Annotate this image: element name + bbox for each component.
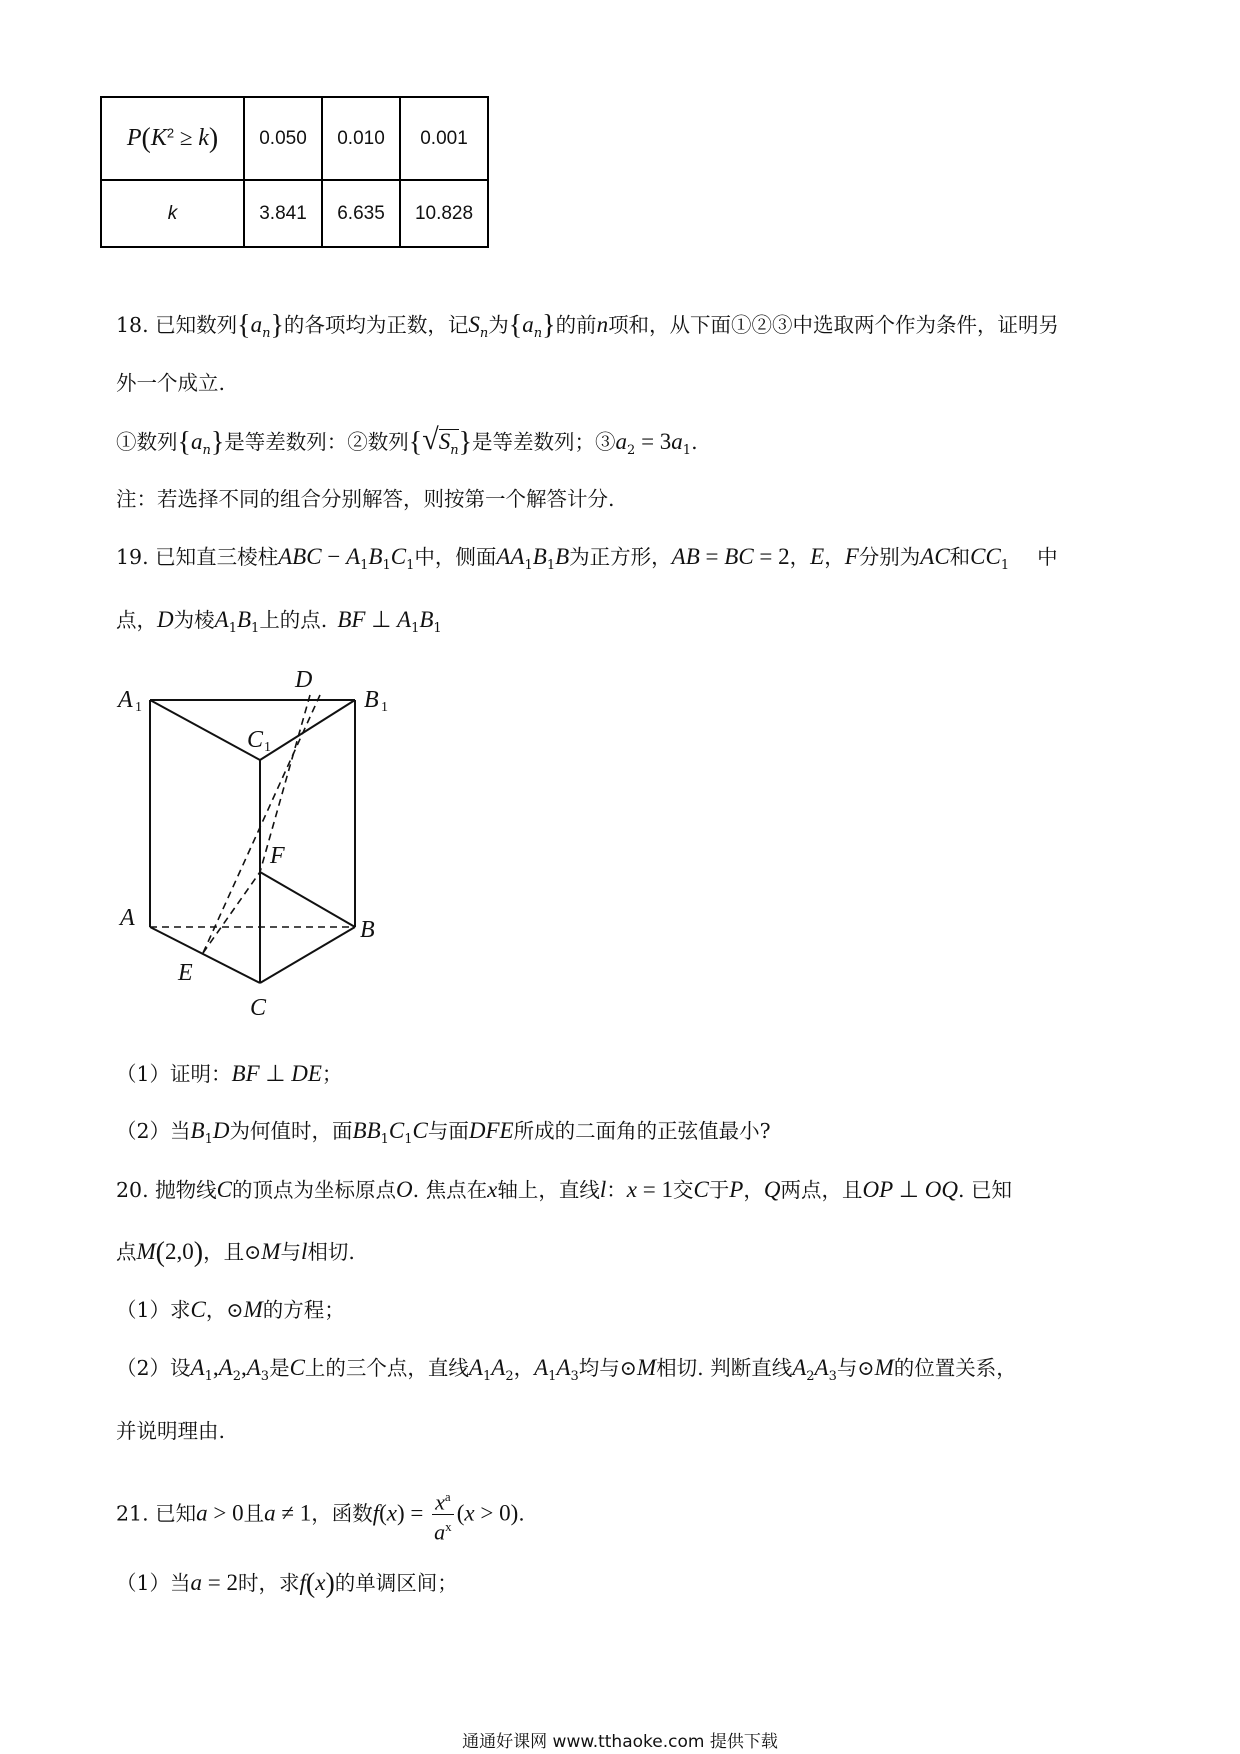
label-d: D xyxy=(295,667,313,693)
prism-figure xyxy=(110,665,410,1025)
q21-part1: （1）当a = 2时，求f(x)的单调区间； xyxy=(116,1568,458,1599)
edge-ac xyxy=(150,927,260,983)
label-a1-sub: 1 xyxy=(135,700,142,715)
table-cell: 0.010 xyxy=(322,97,400,180)
table-header-k: k xyxy=(101,180,244,247)
fraction-xa-over-ax: $\frac{x^a}{a^x}$ xyxy=(432,1485,454,1545)
edge-a1c1 xyxy=(150,700,260,760)
q18-line3: ①数列$\{a_n\}$是等差数列：②数列$\{√S_n\}$是等差数列；$③a_2 = 3a_1$. xyxy=(116,423,698,459)
table-row xyxy=(101,180,488,247)
q20-line1: 20. 抛物线C的顶点为坐标原点O. 焦点在x轴上，直线l：x = 1交C于P，Q两点，且OP ⊥ OQ. 已知 xyxy=(116,1177,1012,1202)
segment-fb xyxy=(260,872,355,927)
footer-watermark: 通通好课网 www.tthaoke.com 提供下载 xyxy=(462,1732,778,1752)
label-b: B xyxy=(360,917,375,943)
critical-value-table xyxy=(100,96,489,248)
label-c: C xyxy=(250,995,267,1021)
q18-line2: 外一个成立. xyxy=(116,371,226,395)
label-a1: A xyxy=(118,687,133,713)
table-cell: 10.828 xyxy=(400,180,488,247)
q19-part2: （2）当$B_1D$为何值时，面$BB_1C_1C$与面DFE所成的二面角的正弦值最小? xyxy=(116,1118,771,1148)
q19-line2: 点，D为棱$A_1B_1$上的点. BF ⊥ $A_1B_1$ xyxy=(116,607,442,637)
table-header-probability: $P(K^2 \ge k)$ xyxy=(101,97,244,180)
label-a: A xyxy=(120,905,135,931)
table-row xyxy=(101,97,488,180)
q19-part1: （1）证明：BF ⊥ DE； xyxy=(116,1061,343,1086)
q20-part1: （1）求C，⊙M的方程； xyxy=(116,1297,345,1322)
q18-note: 注：若选择不同的组合分别解答，则按第一个解答计分. xyxy=(116,487,615,511)
label-f: F xyxy=(270,843,285,869)
edge-cb xyxy=(260,927,355,983)
label-c1-sub: 1 xyxy=(264,740,271,755)
edge-c1b1 xyxy=(260,700,355,760)
segment-ef xyxy=(203,872,260,953)
q20-line2: 点M(2,0)，且⊙M与l相切. xyxy=(116,1237,355,1268)
segment-df xyxy=(260,695,310,872)
q20-line-end: 并说明理由. xyxy=(116,1419,226,1443)
label-b1: B xyxy=(364,687,379,713)
label-c1: C xyxy=(247,727,264,753)
table-cell: 3.841 xyxy=(244,180,322,247)
table-cell: 6.635 xyxy=(322,180,400,247)
q19-line1: 19. 已知直三棱柱ABC − $A_1B_1C_1$中，侧面$AA_1B_1B$为正方形，AB = BC = 2，E，F分别为AC和$CC_1$ 中 xyxy=(116,544,1058,574)
q20-part2: （2）设$A_1,A_2,A_3$是C上的三个点，直线$A_1A_2$，$A_1A_3$均与⊙M相切. 判断直线$A_2A_3$与⊙M的位置关系， xyxy=(116,1355,1017,1385)
label-e: E xyxy=(178,960,193,986)
q18-line1: 18. 已知数列$\{a_n\}$的各项均为正数，记$S_n$为$\{a_n\}$的前n项和，从下面①②③中选取两个作为条件，证明另 xyxy=(116,310,1060,342)
table-cell: 0.050 xyxy=(244,97,322,180)
table-cell: 0.001 xyxy=(400,97,488,180)
q21-line1: 21. 已知a > 0且a ≠ 1，函数f(x) = $\frac{x^a}{a^x}$ (x > 0). xyxy=(116,1485,1136,1545)
label-b1-sub: 1 xyxy=(381,700,388,715)
